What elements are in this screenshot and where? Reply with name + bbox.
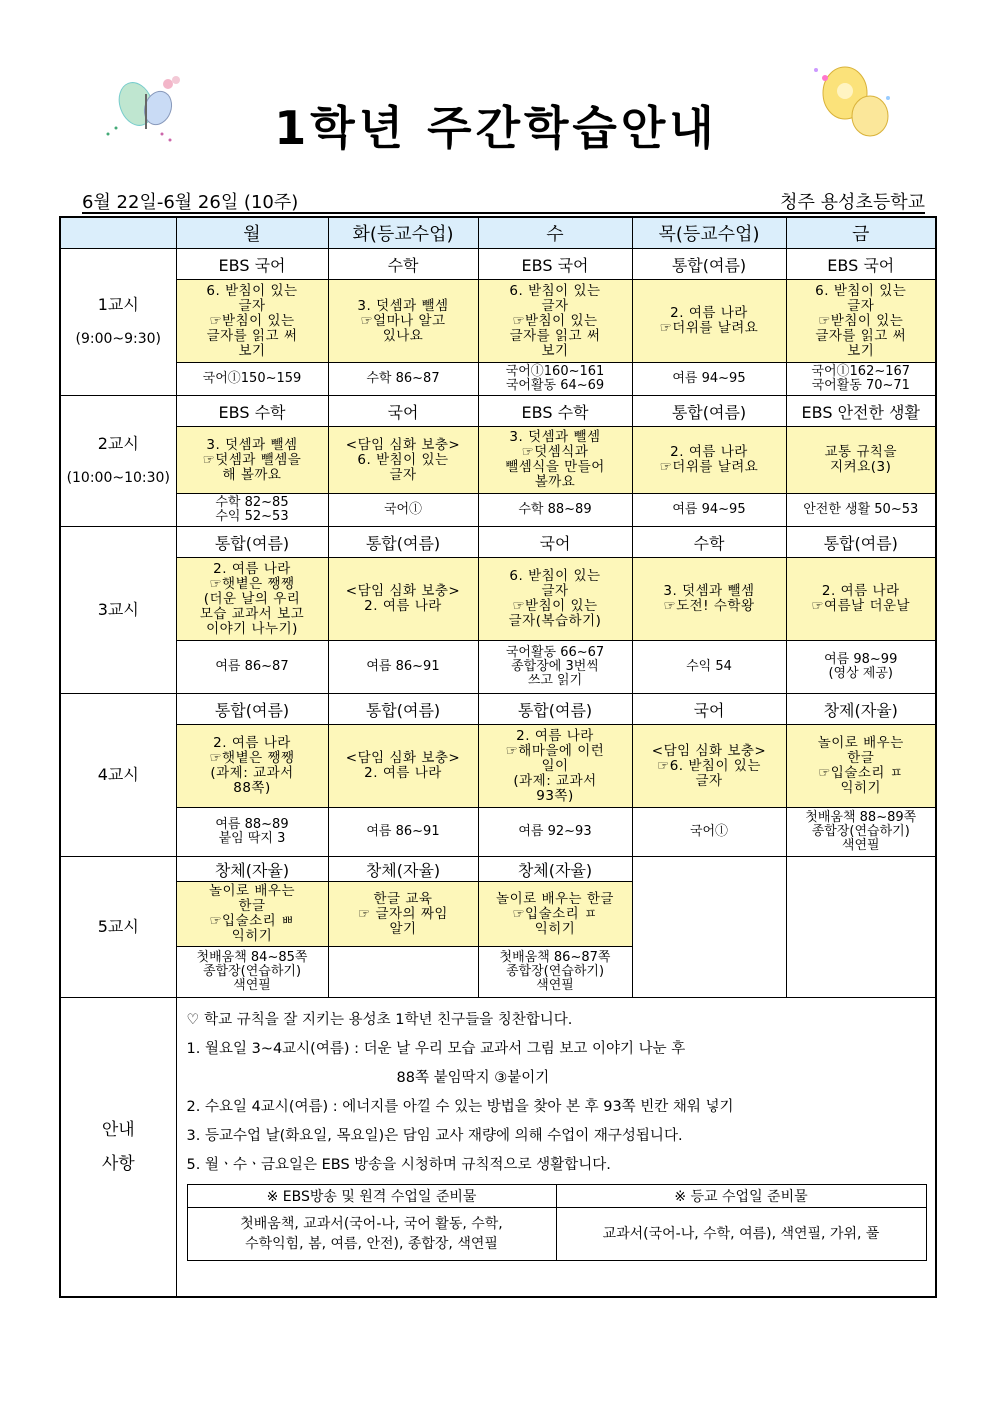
notice-line: 3. 등교수업 날(화요일, 목요일)은 담임 교사 재량에 의해 수업이 재구성됩니다. (186, 1128, 683, 1144)
page-reference: 수학 88~89 (478, 494, 632, 527)
lesson-content: 놀이로 배우는 한글 ☞입술소리 ㅃ 익히기 (176, 882, 328, 947)
lesson-content: 2. 여름 나라 ☞더위를 날려요 (632, 427, 786, 494)
supplies-table (187, 1184, 927, 1261)
inperson-supplies-items: 교과서(국어-나, 수학, 여름), 색연필, 가위, 풀 (556, 1208, 926, 1261)
reference-row (60, 808, 936, 857)
subject-cell: 국어 (478, 527, 632, 558)
day-header-row (60, 217, 936, 249)
lesson-content: <담임 심화 보충> 2. 여름 나라 (328, 558, 478, 641)
day-header: 금 (786, 217, 936, 249)
page-reference: 국어ⓛ (328, 494, 478, 527)
page-reference: 첫배움책 84~85쪽 종합장(연습하기) 색연필 (176, 947, 328, 998)
subject-cell: 창체(자율) (328, 857, 478, 882)
reference-row (60, 494, 936, 527)
remote-supplies-items: 첫배움책, 교과서(국어-나, 국어 활동, 수학, 수학익힘, 봄, 여름, 안전), 종합장, 색연필 (187, 1208, 556, 1261)
subject-cell: 통합(여름) (632, 249, 786, 280)
notice-line: 5. 월ㆍ수ㆍ금요일은 EBS 방송을 시청하며 규칙적으로 생활합니다. (186, 1157, 611, 1173)
lesson-content: 놀이로 배우는 한글 ☞입술소리 ㅍ 익히기 (786, 725, 936, 808)
subject-cell: 수학 (328, 249, 478, 280)
lesson-content: 3. 덧셈과 뺄셈 ☞도전! 수학왕 (632, 558, 786, 641)
page-reference: 여름 86~91 (328, 641, 478, 694)
remote-supplies-header: ※ EBS방송 및 원격 수업일 준비물 (187, 1185, 556, 1208)
subject-cell: EBS 수학 (478, 396, 632, 427)
notice-line: 2. 수요일 4교시(여름) : 에너지를 아낄 수 있는 방법을 찾아 본 후 93쪽 빈칸 채워 넣기 (186, 1099, 734, 1115)
page-reference: 여름 86~87 (176, 641, 328, 694)
lesson-content: 2. 여름 나라 ☞햇볕은 쨍쨍 (과제: 교과서 88쪽) (176, 725, 328, 808)
subject-cell: EBS 국어 (786, 249, 936, 280)
notes-content (176, 998, 936, 1298)
page-reference: 여름 94~95 (632, 363, 786, 396)
lesson-content: 3. 덧셈과 뺄셈 ☞얼마나 알고 있나요 (328, 280, 478, 363)
content-row (60, 427, 936, 494)
empty-cell (632, 857, 786, 998)
page-reference: 국어ⓛ162~167 국어활동 70~71 (786, 363, 936, 396)
lesson-content: 3. 덧셈과 뺄셈 ☞덧셈식과 뺄셈식을 만들어 볼까요 (478, 427, 632, 494)
period-label (60, 249, 176, 396)
lesson-content: 6. 받침이 있는 글자 ☞받침이 있는 글자를 읽고 써 보기 (176, 280, 328, 363)
subject-row (60, 857, 936, 882)
subject-cell: 통합(여름) (176, 694, 328, 725)
lesson-content: 6. 받침이 있는 글자 ☞받침이 있는 글자를 읽고 써 보기 (478, 280, 632, 363)
subject-cell: 통합(여름) (786, 527, 936, 558)
schedule-table (59, 216, 937, 1298)
inperson-supplies-header: ※ 등교 수업일 준비물 (556, 1185, 926, 1208)
page-reference: 첫배움책 88~89쪽 종합장(연습하기) 색연필 (786, 808, 936, 857)
subject-row (60, 396, 936, 427)
subject-cell: 창제(자율) (786, 694, 936, 725)
subject-cell: 수학 (632, 527, 786, 558)
subject-cell: EBS 수학 (176, 396, 328, 427)
page-reference (328, 947, 478, 998)
period-time: (9:00~9:30) (75, 331, 162, 347)
subject-cell: 통합(여름) (632, 396, 786, 427)
period-name: 2교시 (97, 434, 139, 453)
subject-cell: 통합(여름) (176, 527, 328, 558)
page-title: 1학년 주간학습안내 (274, 101, 718, 155)
content-row (60, 725, 936, 808)
lesson-content: 6. 받침이 있는 글자 ☞받침이 있는 글자를 읽고 써 보기 (786, 280, 936, 363)
notice-line: 88쪽 붙임딱지 ③붙이기 (396, 1070, 550, 1086)
period-label (60, 527, 176, 694)
reference-row (60, 363, 936, 396)
page-reference: 안전한 생활 50~53 (786, 494, 936, 527)
lesson-content: 놀이로 배우는 한글 ☞입술소리 ㅍ 익히기 (478, 882, 632, 947)
notes-row (60, 998, 936, 1298)
page-reference: 국어ⓛ150~159 (176, 363, 328, 396)
subject-cell: EBS 안전한 생활 (786, 396, 936, 427)
empty-cell (786, 857, 936, 998)
day-header: 수 (478, 217, 632, 249)
school-name: 청주 용성초등학교 (780, 192, 925, 213)
notes-label-line: 안내 (101, 1120, 135, 1140)
subject-cell: 통합(여름) (328, 694, 478, 725)
subject-cell: EBS 국어 (176, 249, 328, 280)
day-header: 목(등교수업) (632, 217, 786, 249)
day-header: 월 (176, 217, 328, 249)
corner-cell (60, 217, 176, 249)
date-range: 6월 22일-6월 26일 (10주) (82, 192, 299, 213)
page-reference: 국어ⓛ160~161 국어활동 64~69 (478, 363, 632, 396)
period-name: 5교시 (97, 917, 139, 936)
notes-label (60, 998, 176, 1298)
page-reference: 국어ⓛ (632, 808, 786, 857)
lesson-content: <담임 심화 보충> ☞6. 받침이 있는 글자 (632, 725, 786, 808)
lesson-content: 3. 덧셈과 뺄셈 ☞덧셈과 뺄셈을 해 볼까요 (176, 427, 328, 494)
period-label (60, 857, 176, 998)
lesson-content: 한글 교육 ☞ 글자의 짜임 알기 (328, 882, 478, 947)
lesson-content: 교통 규칙을 지켜요(3) (786, 427, 936, 494)
day-header: 화(등교수업) (328, 217, 478, 249)
content-row (60, 280, 936, 363)
lesson-content: 6. 받침이 있는 글자 ☞받침이 있는 글자(복습하기) (478, 558, 632, 641)
period-name: 1교시 (97, 295, 139, 314)
lesson-content: 2. 여름 나라 ☞해마을에 이런 일이 (과제: 교과서 93쪽) (478, 725, 632, 808)
reference-row (60, 641, 936, 694)
subject-row (60, 249, 936, 280)
notes-label-line: 사항 (101, 1154, 135, 1174)
lesson-content: 2. 여름 나라 ☞햇볕은 쨍쨍 (더운 날의 우리 모습 교과서 보고 이야기 나누기) (176, 558, 328, 641)
period-name: 4교시 (97, 765, 139, 784)
schedule-table-wrap (59, 216, 935, 1298)
notice-line: 1. 월요일 3~4교시(여름) : 더운 날 우리 모습 교과서 그림 보고 이야기 나눈 후 (186, 1041, 686, 1057)
subject-cell: 국어 (632, 694, 786, 725)
content-row (60, 558, 936, 641)
lesson-content: <담임 심화 보충> 2. 여름 나라 (328, 725, 478, 808)
page-reference: 수학 82~85 수익 52~53 (176, 494, 328, 527)
subject-cell: 창체(자율) (478, 857, 632, 882)
page-reference: 여름 94~95 (632, 494, 786, 527)
subject-row (60, 527, 936, 558)
subject-cell: 창체(자율) (176, 857, 328, 882)
page-reference: 여름 92~93 (478, 808, 632, 857)
subject-cell: 통합(여름) (478, 694, 632, 725)
period-time: (10:00~10:30) (66, 470, 170, 486)
page-reference: 첫배움책 86~87쪽 종합장(연습하기) 색연필 (478, 947, 632, 998)
page-reference: 수학 86~87 (328, 363, 478, 396)
subject-row (60, 694, 936, 725)
page-reference: 여름 88~89 붙임 딱지 3 (176, 808, 328, 857)
period-label (60, 694, 176, 857)
period-name: 3교시 (97, 600, 139, 619)
lesson-content: 2. 여름 나라 ☞여름날 더운날 (786, 558, 936, 641)
notice-line: ♡ 학교 규칙을 잘 지키는 용성초 1학년 친구들을 칭찬합니다. (186, 1012, 573, 1028)
page-reference: 수익 54 (632, 641, 786, 694)
page-reference: 여름 98~99 (영상 제공) (786, 641, 936, 694)
lesson-content: 2. 여름 나라 ☞더위를 날려요 (632, 280, 786, 363)
page-reference: 국어활동 66~67 종합장에 3번씩 쓰고 읽기 (478, 641, 632, 694)
subject-cell: 통합(여름) (328, 527, 478, 558)
subject-cell: EBS 국어 (478, 249, 632, 280)
period-label (60, 396, 176, 527)
subject-cell: 국어 (328, 396, 478, 427)
lesson-content: <담임 심화 보충> 6. 받침이 있는 글자 (328, 427, 478, 494)
page-reference: 여름 86~91 (328, 808, 478, 857)
subheader (82, 186, 925, 214)
